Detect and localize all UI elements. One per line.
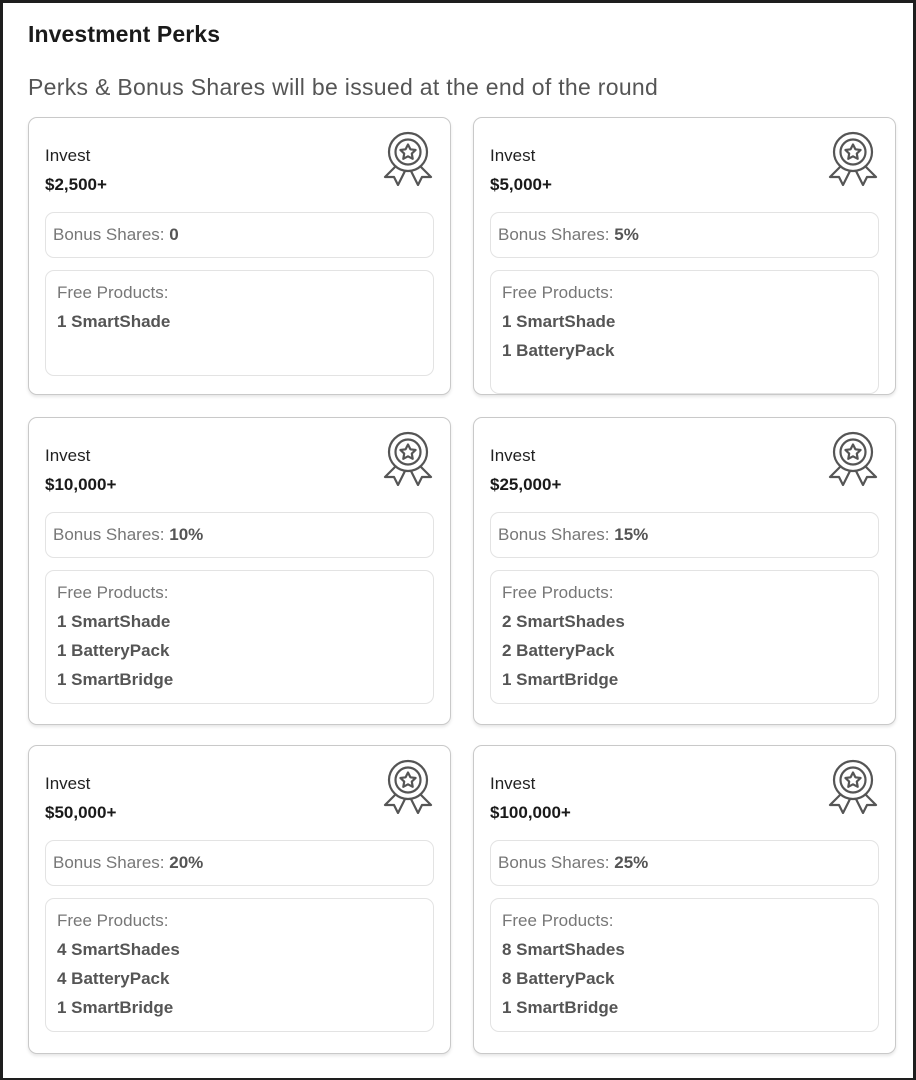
- free-product-item: 1 BatteryPack: [57, 641, 170, 660]
- free-product-item: 4 BatteryPack: [57, 969, 170, 988]
- award-ribbon-icon: [378, 430, 438, 486]
- perk-card[interactable]: [473, 745, 896, 1054]
- award-ribbon-icon: [823, 758, 883, 814]
- bonus-shares-value: 10%: [169, 525, 204, 544]
- award-ribbon-icon: [378, 130, 438, 186]
- free-products-label: Free Products:: [502, 283, 614, 302]
- free-products-label: Free Products:: [502, 911, 614, 930]
- free-product-item: 2 SmartShades: [502, 612, 625, 631]
- invest-label: Invest: [45, 774, 91, 793]
- award-ribbon-icon: [823, 430, 883, 486]
- invest-amount: $5,000+: [490, 175, 552, 194]
- bonus-shares-label: Bonus Shares:: [53, 853, 165, 872]
- free-products-label: Free Products:: [502, 583, 614, 602]
- free-product-item: 1 BatteryPack: [502, 341, 615, 360]
- free-products-label: Free Products:: [57, 283, 169, 302]
- bonus-shares-value: 0: [169, 225, 179, 244]
- bonus-shares-value: 5%: [614, 225, 639, 244]
- bonus-shares-box: [45, 840, 434, 886]
- bonus-shares-label: Bonus Shares:: [498, 853, 610, 872]
- invest-label: Invest: [45, 446, 91, 465]
- free-product-item: 8 BatteryPack: [502, 969, 615, 988]
- free-products-label: Free Products:: [57, 911, 169, 930]
- bonus-shares-value: 20%: [169, 853, 204, 872]
- free-product-item: 1 SmartShade: [502, 312, 616, 331]
- page-title: Investment Perks: [28, 21, 221, 47]
- perk-card[interactable]: [28, 745, 451, 1054]
- bonus-shares-label: Bonus Shares:: [498, 525, 610, 544]
- bonus-shares-box: [490, 212, 879, 258]
- investment-perks-panel: [3, 3, 913, 1078]
- invest-label: Invest: [490, 446, 536, 465]
- perk-card[interactable]: [28, 417, 451, 725]
- free-products-label: Free Products:: [57, 583, 169, 602]
- bonus-shares-value: 25%: [614, 853, 649, 872]
- award-ribbon-icon: [378, 758, 438, 814]
- free-product-item: 4 SmartShades: [57, 940, 180, 959]
- invest-label: Invest: [490, 146, 536, 165]
- bonus-shares-value: 15%: [614, 525, 649, 544]
- free-product-item: 1 SmartBridge: [502, 998, 619, 1017]
- invest-amount: $10,000+: [45, 475, 117, 494]
- free-product-item: 1 SmartBridge: [502, 670, 619, 689]
- free-products-box: [45, 898, 434, 1032]
- free-products-box: [490, 570, 879, 704]
- invest-label: Invest: [45, 146, 91, 165]
- perk-card[interactable]: [473, 417, 896, 725]
- invest-amount: $2,500+: [45, 175, 107, 194]
- bonus-shares-box: [490, 512, 879, 558]
- invest-amount: $25,000+: [490, 475, 562, 494]
- invest-amount: $100,000+: [490, 803, 571, 822]
- page-subtitle: Perks & Bonus Shares will be issued at the end of the round: [28, 74, 659, 100]
- perk-card[interactable]: [28, 117, 451, 395]
- free-products-box: [490, 898, 879, 1032]
- free-product-item: 1 SmartBridge: [57, 670, 174, 689]
- bonus-shares-label: Bonus Shares:: [53, 225, 165, 244]
- bonus-shares-label: Bonus Shares:: [53, 525, 165, 544]
- bonus-shares-box: [45, 512, 434, 558]
- perk-card[interactable]: [473, 117, 896, 395]
- invest-amount: $50,000+: [45, 803, 117, 822]
- award-ribbon-icon: [823, 130, 883, 186]
- free-product-item: 1 SmartBridge: [57, 998, 174, 1017]
- free-products-box: [490, 270, 879, 394]
- bonus-shares-box: [490, 840, 879, 886]
- bonus-shares-box: [45, 212, 434, 258]
- bonus-shares-label: Bonus Shares:: [498, 225, 610, 244]
- invest-label: Invest: [490, 774, 536, 793]
- free-product-item: 1 SmartShade: [57, 312, 171, 331]
- free-product-item: 2 BatteryPack: [502, 641, 615, 660]
- free-products-box: [45, 570, 434, 704]
- free-product-item: 8 SmartShades: [502, 940, 625, 959]
- free-products-box: [45, 270, 434, 376]
- free-product-item: 1 SmartShade: [57, 612, 171, 631]
